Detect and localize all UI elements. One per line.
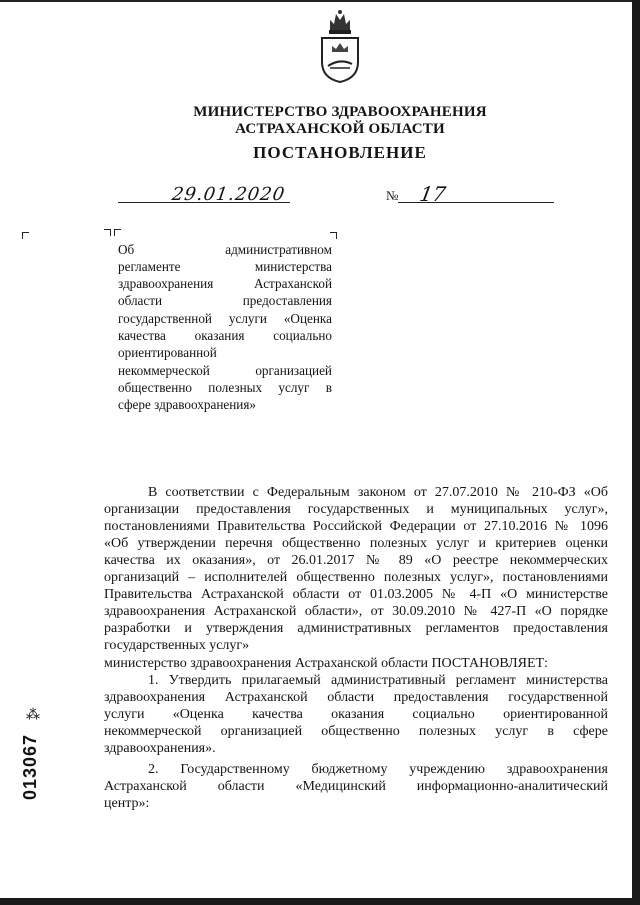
document-type-title: ПОСТАНОВЛЕНИЕ: [253, 143, 427, 162]
subject-line: регламенте министерства: [118, 259, 332, 274]
body-line: качества их оказания», от 26.01.2017 № 89 «О реестре некоммерческих: [104, 553, 608, 568]
ministry-name-line2: АСТРАХАНСКОЙ ОБЛАСТИ: [235, 121, 445, 137]
handwritten-number: 17: [417, 182, 448, 206]
scan-edge-right: [632, 0, 640, 905]
body-line: постановлениями Правительства Российской Федерации от 27.10.2016 № 1096: [104, 519, 608, 534]
body-line: разработки и утверждения административных регламентов предоставления: [104, 621, 608, 636]
number-label: №: [386, 188, 399, 203]
corner-mark: [330, 232, 337, 239]
subject-line: ориентированной: [118, 345, 217, 360]
body-line: организации предоставления государственных и муниципальных услуг»,: [104, 502, 608, 517]
subject-line: области предоставления: [118, 293, 332, 308]
corner-mark: [22, 232, 29, 239]
coat-of-arms-emblem: [316, 8, 364, 84]
body-line: государственных услуг»: [104, 638, 250, 653]
subject-line: некоммерческой организацией: [118, 363, 332, 378]
corner-mark: [114, 229, 121, 236]
body-line-item-1: 1. Утвердить прилагаемый административный регламент министерства: [148, 673, 608, 688]
scan-edge-bottom: [0, 898, 640, 905]
body-line: здравоохранения Астраханской области», от 30.09.2010 № 427-П «О порядке: [104, 604, 608, 619]
body-line: здравоохранения».: [104, 741, 216, 756]
body-line: В соответствии с Федеральным законом от 27.07.2010 № 210-ФЗ «Об: [148, 485, 608, 500]
body-line-decrees: министерство здравоохранения Астраханской области ПОСТАНОВЛЯЕТ:: [104, 656, 548, 671]
body-line: Правительства Астраханской области от 01.03.2005 № 4-П «О министерстве: [104, 587, 608, 602]
body-line: центр»:: [104, 796, 150, 811]
subject-line: качества оказания социально: [118, 328, 332, 343]
subject-line: государственной услуги «Оценка: [118, 311, 332, 326]
subject-line: сфере здравоохранения»: [118, 397, 257, 412]
subject-line: здравоохранения Астраханской: [118, 276, 332, 291]
body-line: здравоохранения Астраханской области предоставления государственной: [104, 690, 608, 705]
body-line: некоммерческой организацией общественно полезных услуг в сфере: [104, 724, 608, 739]
body-line: Астраханской области «Медицинский информационно-аналитический: [104, 779, 608, 794]
subject-line: общественно полезных услуг в: [118, 380, 332, 395]
side-asterism-mark: ⁂: [26, 708, 40, 723]
subject-line: Об административном: [118, 242, 332, 257]
ministry-name-line1: МИНИСТЕРСТВО ЗДРАВООХРАНЕНИЯ: [193, 104, 487, 120]
side-stamp-number: 013067: [20, 733, 40, 800]
scan-edge-top: [0, 0, 640, 2]
body-line: услуги «Оценка качества оказания социально ориентированной: [104, 707, 608, 722]
handwritten-date: 29.01.2020: [170, 184, 287, 205]
corner-mark: [104, 229, 111, 236]
body-line: «Об утверждении перечня общественно полезных услуг и критериев оценки: [104, 536, 608, 551]
body-line-item-2: 2. Государственному бюджетному учреждению здравоохранения: [148, 762, 608, 777]
body-line: организаций – исполнителей общественно полезных услуг», постановлениями: [104, 570, 608, 585]
